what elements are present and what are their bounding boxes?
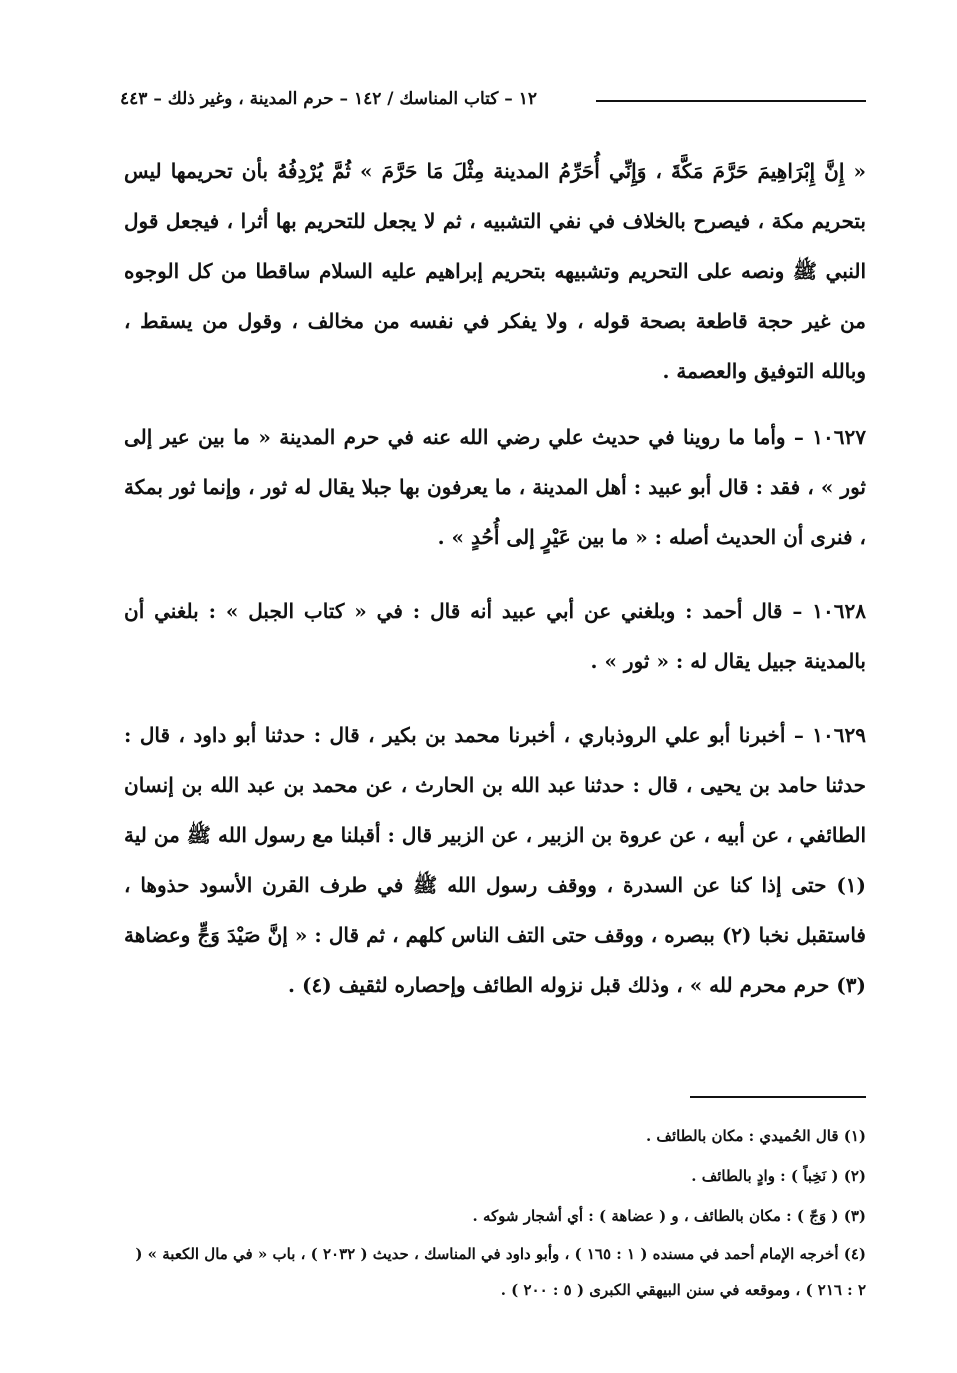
footnote-2: (٢) ( نَخِباً ) : وادٍ بالطائف . [691,1167,866,1185]
footnote-3: (٣) ( وَجّ ) : مكان بالطائف ، و ( عضاهة ) : أي أشجار شوكه . [472,1207,866,1225]
paragraph-10628: ١٠٦٢٨ – قال أحمد : وبلغني عن أبي عبيد أنه قال : في « كتاب الجبل » : بلغني أن بالمدينة جبيل يقال له : « ثور » . [124,599,866,673]
footnote-1: (١) قال الحُميدي : مكان بالطائف . [645,1127,866,1145]
footnote-separator [690,1096,866,1098]
paragraph-continuation: « إِنَّ إِبْرَاهِيمَ حَرَّمَ مَكَّةَ ، وَإِنِّي أُحَرِّمُ المدينة مِثْلَ مَا حَرَّمَ » ثُمَّ يُرْدِفُهُ بأن تحريمها ليس بتحريم مكة ، فيصرح بالخلاف في نفي التشبيه ، ثم لا يجعل للتحريم بها أثرا ، فيجعل قول النبي ﷺ ونصه على التحريم وتشبيهه بتحريم إبراهيم عليه السلام ساقطا من كل الوجوه من غير حجة قاطعة بصحة قوله ، ولا يفكر في نفسه من مخالف ، وقول من يسقط ، وبالله التوفيق والعصمة . [124,159,866,383]
footnotes [124,1116,866,1308]
main-text [124,146,866,1010]
paragraph-10627: ١٠٦٢٧ – وأما ما روينا في حديث علي رضي الله عنه في حرم المدينة « ما بين عير إلى ثور » ، فقد : قال أبو عبيد : أهل المدينة ، ما يعرفون بها جبلا يقال له ثور ، وإنما ثور بمكة ، فنرى أن الحديث أصله : « ما بين عَيْرٍ إلى أُحُدٍ » . [124,425,866,549]
paragraph-10629: ١٠٦٢٩ – أخبرنا أبو علي الروذباري ، أخبرنا محمد بن بكير ، قال : حدثنا أبو داود ، قال : حدثنا حامد بن يحيى ، قال : حدثنا عبد الله بن الحارث ، عن محمد بن عبد الله بن إنسان الطائفي ، عن أبيه ، عن عروة بن الزبير ، عن الزبير قال : أقبلنا مع رسول الله ﷺ من لية (١) حتى إذا كنا عن السدرة ، ووقف رسول الله ﷺ في طرف القرن الأسود حذوها ، فاستقبل نخبا (٢) ببصره ، ووقف حتى التف الناس كلهم ، ثم قال : « إنَّ صَيْدَ وَجٍّ وعضاهة (٣) حرم محرم لله » ، وذلك قبل نزوله الطائف وإحصاره لثقيف (٤) . [124,723,866,997]
footnote-4: (٤) أخرجه الإمام أحمد في مسنده ( ١ : ١٦٥ ) ، وأبو داود في المناسك ، حديث ( ٢٠٣٢ ) ، باب « في مال الكعبة » ( ٢ : ٢١٦ ) ، وموقعه في سنن البيهقي الكبرى ( ٥ : ٢٠٠ ) . [135,1245,866,1299]
header-rule [596,100,866,102]
running-header [120,86,866,112]
running-title: ١٢ – كتاب المناسك / ١٤٢ – حرم المدينة ، وغير ذلك – ٤٤٣ [120,89,537,109]
